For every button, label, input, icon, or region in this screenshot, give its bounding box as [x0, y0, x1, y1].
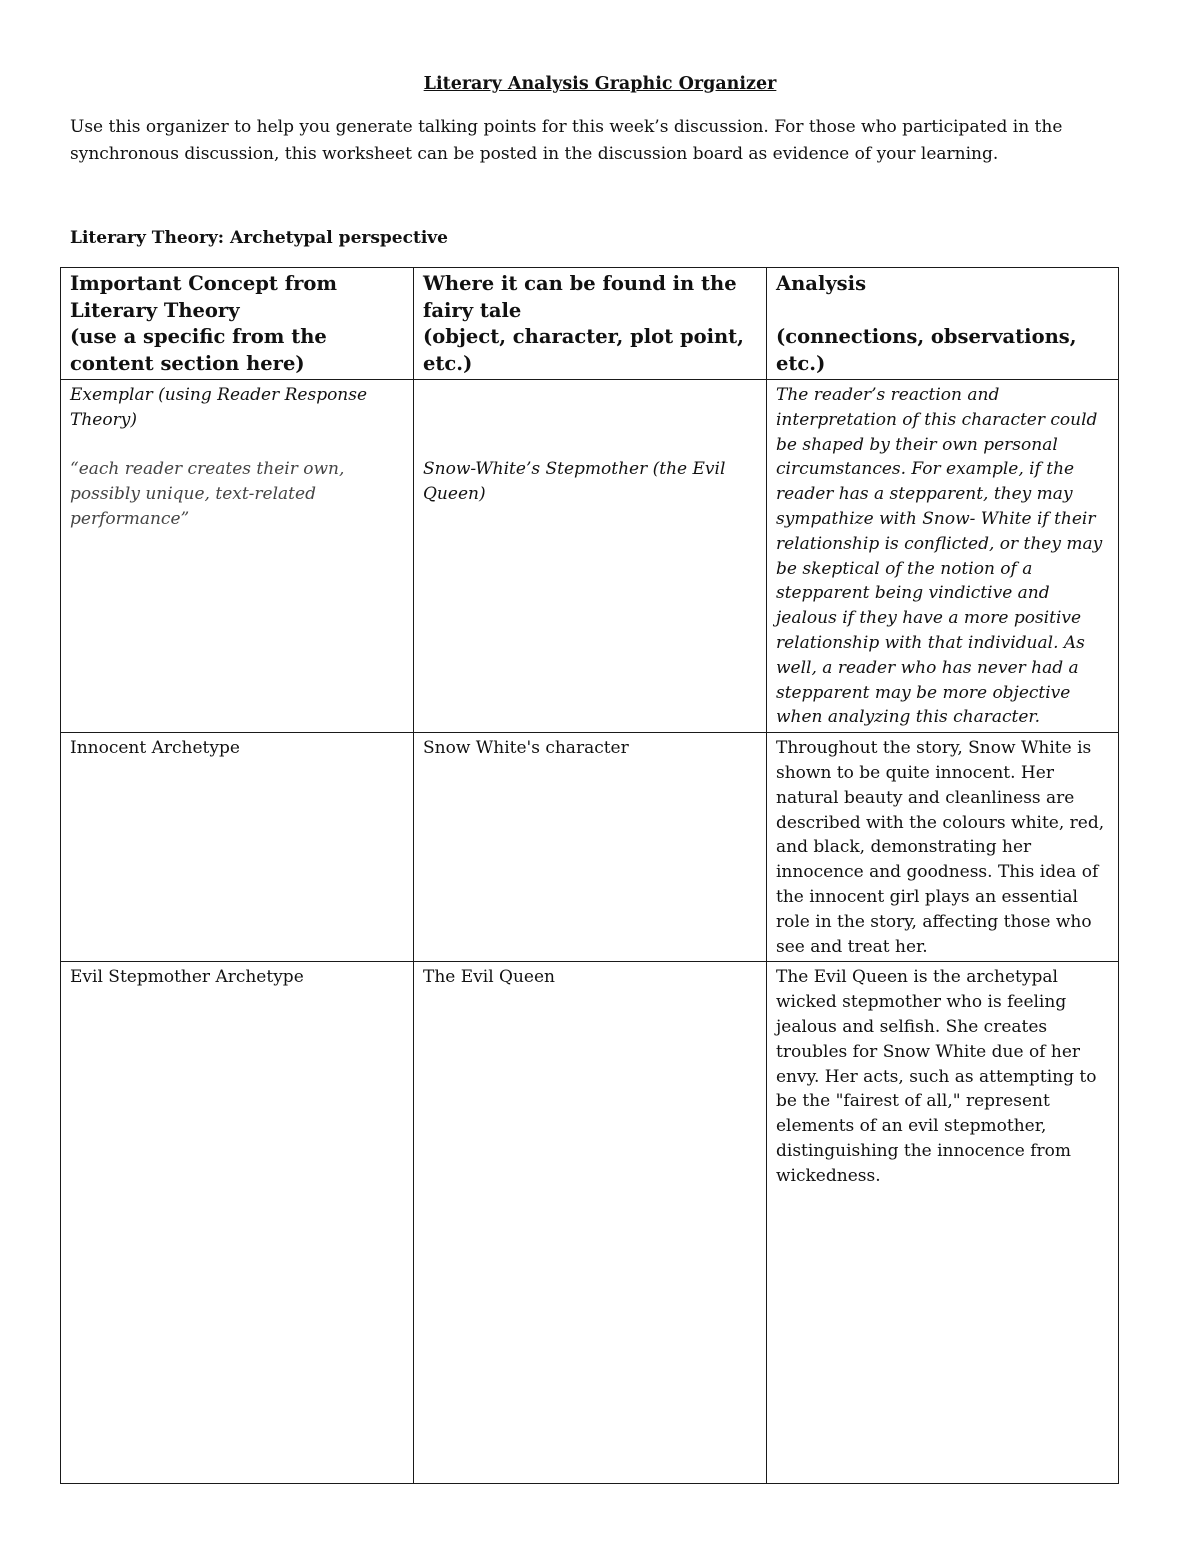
row-innocent-analysis: Throughout the story, Snow White is shown to be quite innocent. Her natural beauty and cleanliness are described with the colours white, red, and black, demonstrating her innocence and goodness. This idea of the innocent girl plays an essential role in the story, affecting those who see and treat her.: [767, 733, 1119, 962]
graphic-organizer-table: [60, 267, 1119, 1484]
header-location-note: (object, character, plot point, etc.): [423, 325, 744, 375]
document-title: Literary Analysis Graphic Organizer: [423, 74, 777, 94]
header-location-title: Where it can be found in the fairy tale: [423, 272, 737, 322]
row-exemplar-location: [414, 380, 767, 733]
table-row: [61, 733, 1119, 962]
header-analysis: [767, 268, 1119, 380]
header-concept-title-line1: Important Concept from: [70, 272, 338, 295]
header-analysis-title: Analysis: [776, 272, 867, 295]
row-evil-concept: Evil Stepmother Archetype: [61, 962, 414, 1484]
row-innocent-location: Snow White's character: [414, 733, 767, 962]
header-analysis-note: (connections, observations, etc.): [776, 325, 1077, 375]
header-concept: [61, 268, 414, 380]
literary-theory-heading: Literary Theory: Archetypal perspective: [70, 228, 448, 248]
table-row: [61, 380, 1119, 733]
header-concept-title-line2: Literary Theory: [70, 298, 240, 322]
intro-paragraph: Use this organizer to help you generate talking points for this week’s discussion. For those who participated in the synchronous discussion, this worksheet can be posted in the discussion board as evidence of your learning.: [70, 117, 1063, 164]
header-location: [414, 268, 767, 380]
row-exemplar-analysis: The reader’s reaction and interpretation of this character could be shaped by their own personal circumstances. For example, if the reader has a stepparent, they may sympathize with Snow- White if their relationship is conflicted, or they may be skeptical of the notion of a stepparent being vindictive and jealous if they have a more positive relationship with that individual. As well, a reader who has never had a stepparent may be more objective when analyzing this character.: [767, 380, 1119, 733]
row-evil-location: The Evil Queen: [414, 962, 767, 1484]
exemplar-quote: “each reader creates their own, possibly unique, text-related performance”: [70, 459, 345, 529]
row-innocent-concept: Innocent Archetype: [61, 733, 414, 962]
table-header-row: [61, 268, 1119, 380]
row-exemplar-concept: [61, 380, 414, 733]
row-evil-analysis: The Evil Queen is the archetypal wicked stepmother who is feeling jealous and selfish. She creates troubles for Snow White due of her envy. Her acts, such as attempting to be the "fairest of all," represent elements of an evil stepmother, distinguishing the innocence from wickedness.: [767, 962, 1119, 1484]
exemplar-location-text: Snow-White’s Stepmother (the Evil Queen): [423, 459, 726, 505]
exemplar-concept-text: Exemplar (using Reader Response Theory): [70, 385, 368, 430]
header-concept-note: (use a specific from the content section here): [70, 325, 327, 375]
table-row: [61, 962, 1119, 1484]
